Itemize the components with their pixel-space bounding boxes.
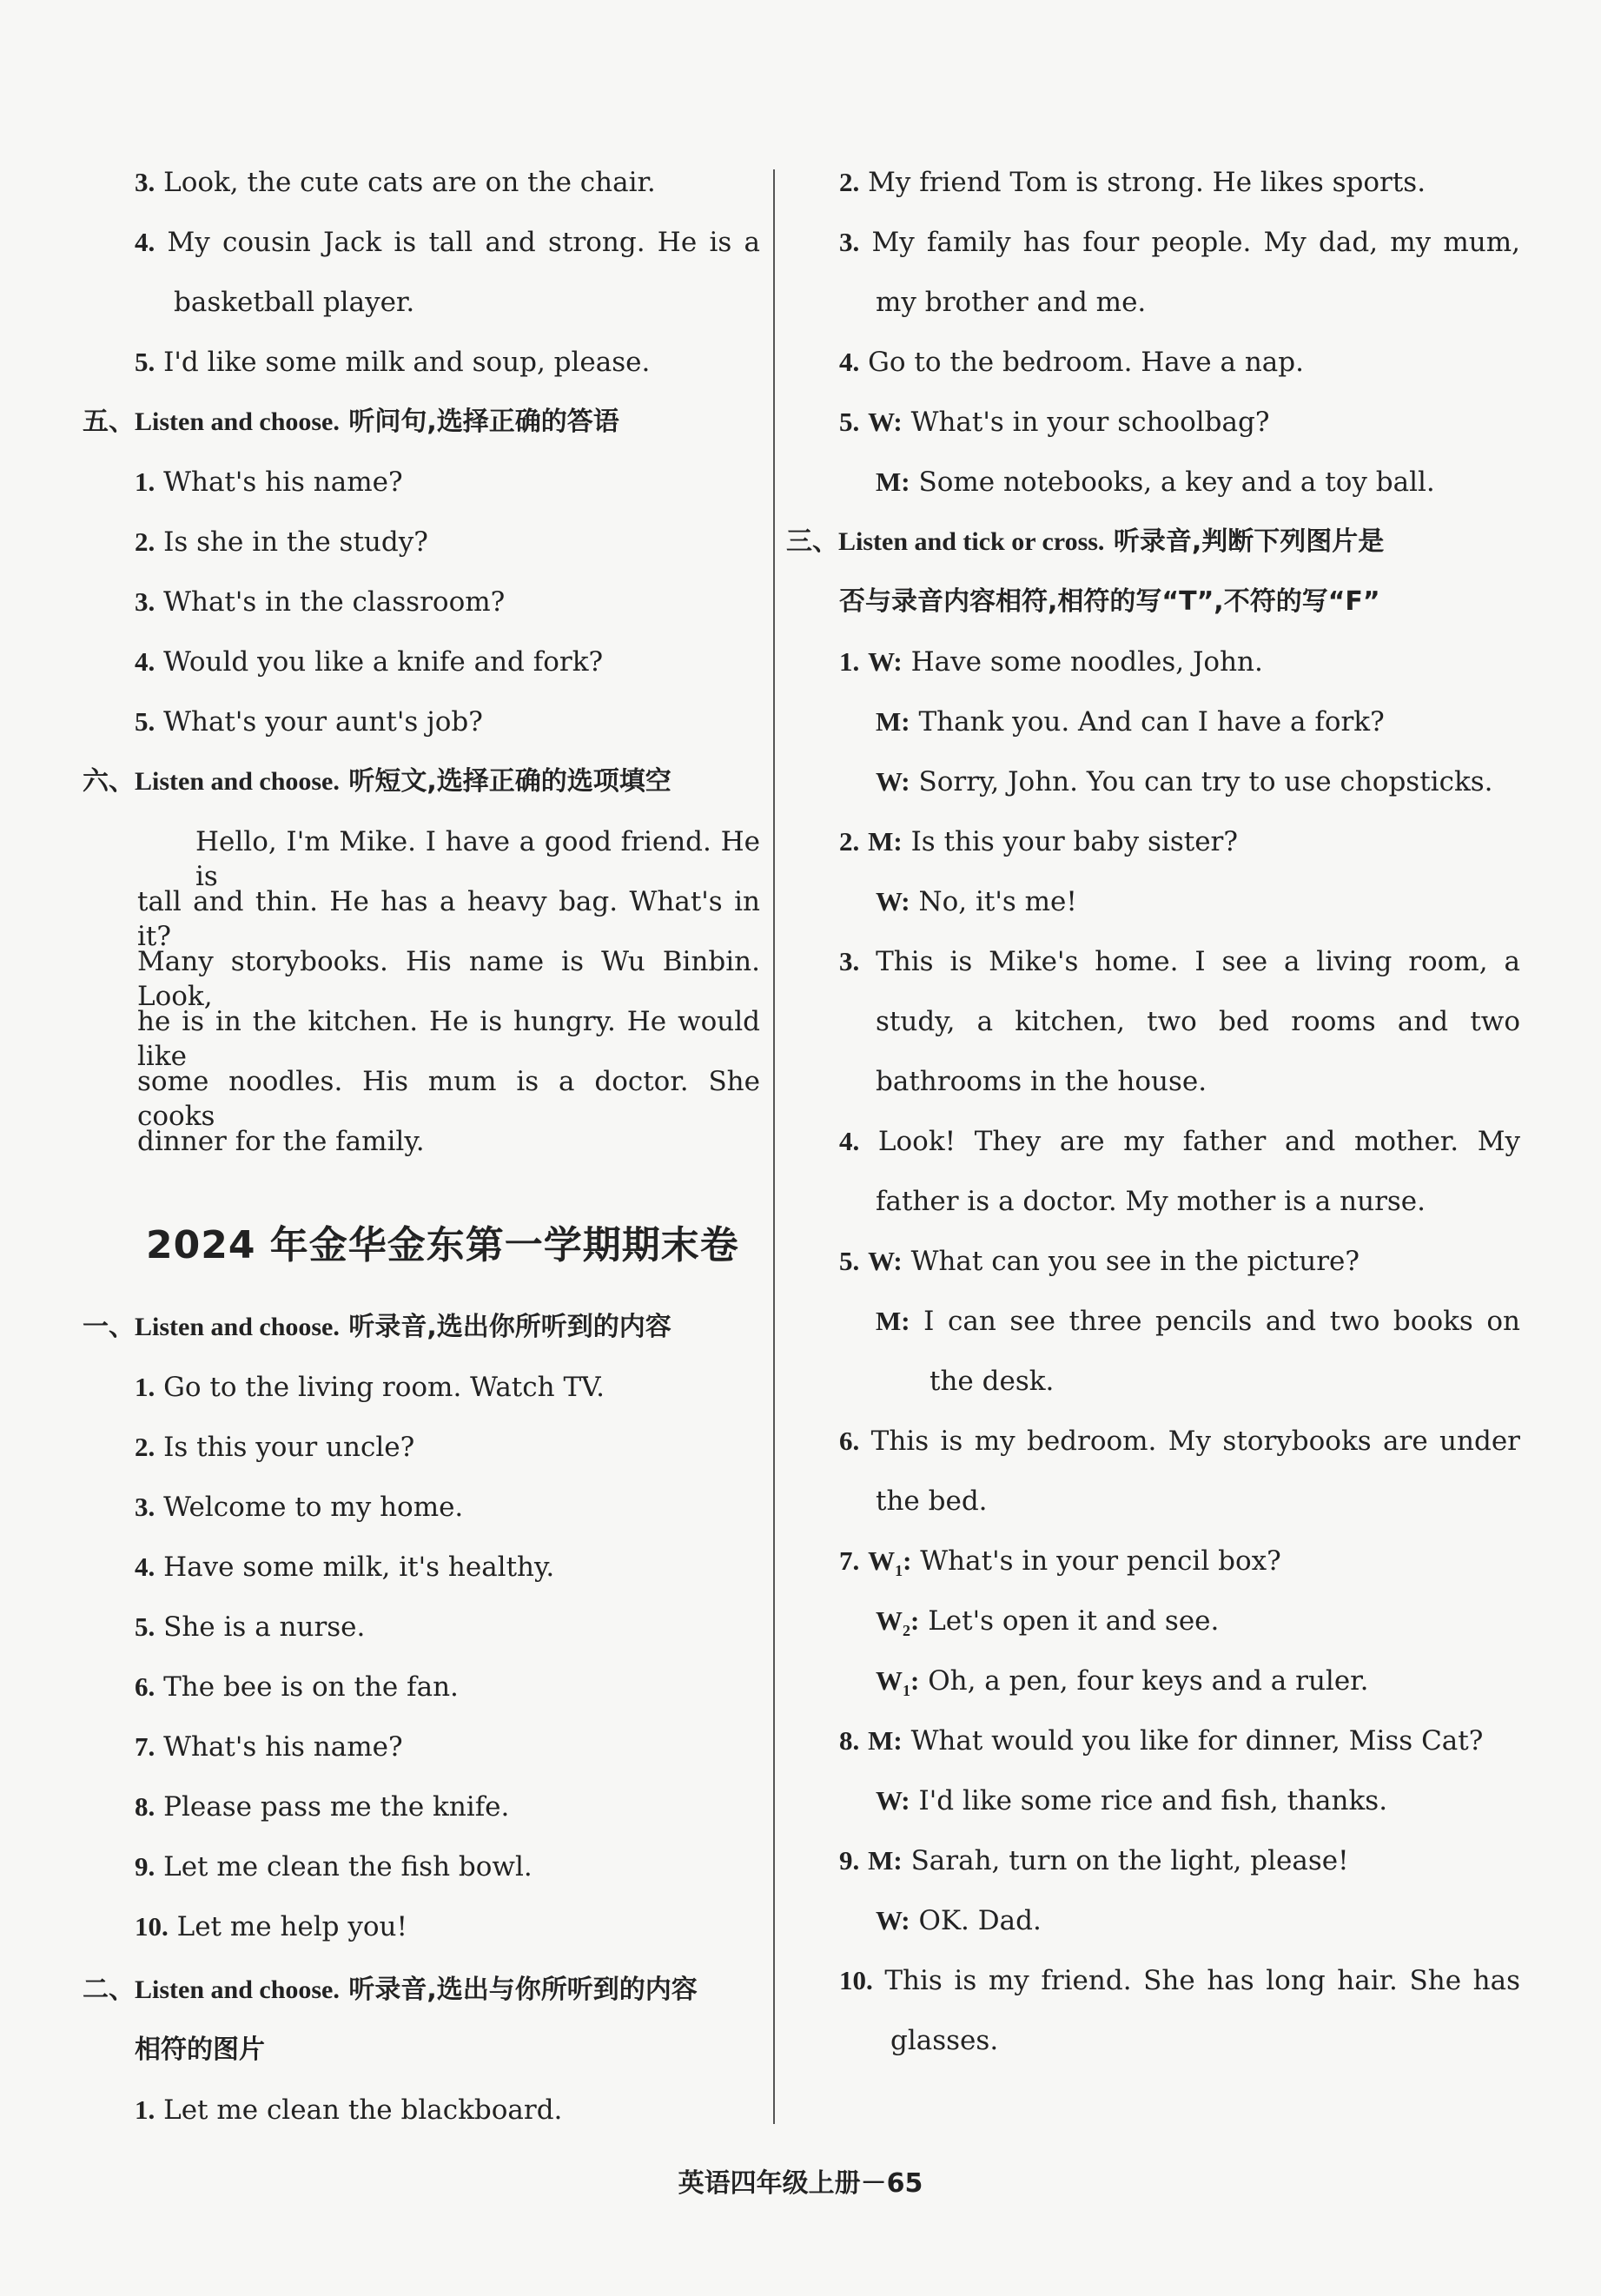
list-item-continuation: my brother and me. bbox=[876, 287, 1147, 318]
list-item: 2. Is this your uncle? bbox=[135, 1432, 415, 1463]
list-item: 5. What's your aunt's job? bbox=[135, 706, 483, 738]
list-item-continuation: bathrooms in the house. bbox=[876, 1066, 1207, 1097]
list-item: 4. Look! They are my father and mother. My bbox=[839, 1126, 1520, 1157]
section-heading: 三、Listen and tick or cross. 听录音,判断下列图片是 bbox=[786, 526, 1385, 557]
passage-line: Hello, I'm Mike. I have a good friend. He is bbox=[195, 826, 760, 892]
section-heading: 六、Listen and choose. 听短文,选择正确的选项填空 bbox=[83, 766, 671, 797]
dialog-line: $W_1$: Oh, a pen, four keys and a ruler. bbox=[876, 1665, 1369, 1700]
list-item: 1. Go to the living room. Watch TV. bbox=[135, 1372, 605, 1403]
list-item: 3. What's in the classroom? bbox=[135, 586, 506, 618]
dialog-line: M: Thank you. And can I have a fork? bbox=[876, 706, 1385, 738]
list-item: 4. Go to the bedroom. Have a nap. bbox=[839, 347, 1304, 378]
dialog-line: M: I can see three pencils and two books on bbox=[876, 1306, 1520, 1337]
column-divider bbox=[773, 169, 775, 2124]
list-item: 4. Have some milk, it's healthy. bbox=[135, 1552, 555, 1583]
page-footer: 英语四年级上册－65 bbox=[678, 2168, 923, 2199]
section-heading: 二、Listen and choose. 听录音,选出与你所听到的内容 bbox=[83, 1975, 698, 2005]
list-item: 3. My family has four people. My dad, my mum, bbox=[839, 227, 1520, 258]
list-item: 10. This is my friend. She has long hair. She has bbox=[839, 1965, 1520, 1996]
dialog-line: W: OK. Dad. bbox=[876, 1905, 1042, 1936]
list-item: 6. The bee is on the fan. bbox=[135, 1671, 459, 1703]
list-item: 5. She is a nurse. bbox=[135, 1611, 366, 1643]
section-heading: 五、Listen and choose. 听问句,选择正确的答语 bbox=[83, 407, 619, 437]
list-item: 5. I'd like some milk and soup, please. bbox=[135, 347, 651, 378]
exam-title: 2024 年金华金东第一学期期末卷 bbox=[146, 1223, 739, 1267]
passage-line: some noodles. His mum is a doctor. She cooks bbox=[137, 1066, 760, 1132]
list-item: 4. Would you like a knife and fork? bbox=[135, 646, 604, 678]
list-item: 1. Let me clean the blackboard. bbox=[135, 2094, 563, 2126]
list-item-continuation: basketball player. bbox=[174, 287, 415, 318]
passage-line: Many storybooks. His name is Wu Binbin. Look, bbox=[137, 946, 760, 1012]
dialog-line: 7. $W_1$: What's in your pencil box? bbox=[839, 1545, 1281, 1580]
list-item: 3. Look, the cute cats are on the chair. bbox=[135, 167, 656, 198]
dialog-line: W: I'd like some rice and fish, thanks. bbox=[876, 1785, 1388, 1816]
passage-line: tall and thin. He has a heavy bag. What's in it? bbox=[137, 886, 760, 952]
list-item: 8. Please pass me the knife. bbox=[135, 1791, 510, 1823]
dialog-line: 2. M: Is this your baby sister? bbox=[839, 826, 1238, 857]
dialog-line: 8. M: What would you like for dinner, Miss Cat? bbox=[839, 1725, 1484, 1757]
list-item: 2. Is she in the study? bbox=[135, 526, 428, 558]
dialog-line: 1. W: Have some noodles, John. bbox=[839, 646, 1263, 678]
list-item-continuation: father is a doctor. My mother is a nurse. bbox=[876, 1186, 1426, 1217]
list-item: 10. Let me help you! bbox=[135, 1911, 407, 1942]
list-item: 6. This is my bedroom. My storybooks are under bbox=[839, 1426, 1520, 1457]
list-item: 3. This is Mike's home. I see a living room, a bbox=[839, 946, 1520, 977]
list-item-continuation: study, a kitchen, two bed rooms and two bbox=[876, 1006, 1520, 1037]
dialog-line-continuation: the desk. bbox=[930, 1366, 1055, 1397]
list-item: 4. My cousin Jack is tall and strong. He is a bbox=[135, 227, 761, 258]
list-item: 2. My friend Tom is strong. He likes sports. bbox=[839, 167, 1426, 198]
dialog-line: W: Sorry, John. You can try to use chopsticks. bbox=[876, 766, 1493, 797]
dialog-line: 5. W: What's in your schoolbag? bbox=[839, 407, 1270, 438]
dialog-line: M: Some notebooks, a key and a toy ball. bbox=[876, 466, 1435, 498]
list-item: 3. Welcome to my home. bbox=[135, 1492, 464, 1523]
list-item: 7. What's his name? bbox=[135, 1731, 403, 1763]
list-item: 9. Let me clean the fish bowl. bbox=[135, 1851, 533, 1882]
dialog-line: 5. W: What can you see in the picture? bbox=[839, 1246, 1360, 1277]
section-heading: 一、Listen and choose. 听录音,选出你所听到的内容 bbox=[83, 1312, 671, 1342]
dialog-line: W: No, it's me! bbox=[876, 886, 1077, 917]
dialog-line: $W_2$: Let's open it and see. bbox=[876, 1605, 1220, 1640]
section-heading-continuation: 否与录音内容相符,相符的写“T”,不符的写“F” bbox=[839, 586, 1380, 617]
section-heading-continuation: 相符的图片 bbox=[135, 2035, 265, 2065]
passage-line: dinner for the family. bbox=[137, 1126, 425, 1157]
passage-line: he is in the kitchen. He is hungry. He would like bbox=[137, 1006, 760, 1072]
list-item-continuation: the bed. bbox=[876, 1485, 988, 1517]
dialog-line: 9. M: Sarah, turn on the light, please! bbox=[839, 1845, 1349, 1876]
list-item-continuation: glasses. bbox=[890, 2025, 999, 2056]
list-item: 1. What's his name? bbox=[135, 466, 403, 498]
